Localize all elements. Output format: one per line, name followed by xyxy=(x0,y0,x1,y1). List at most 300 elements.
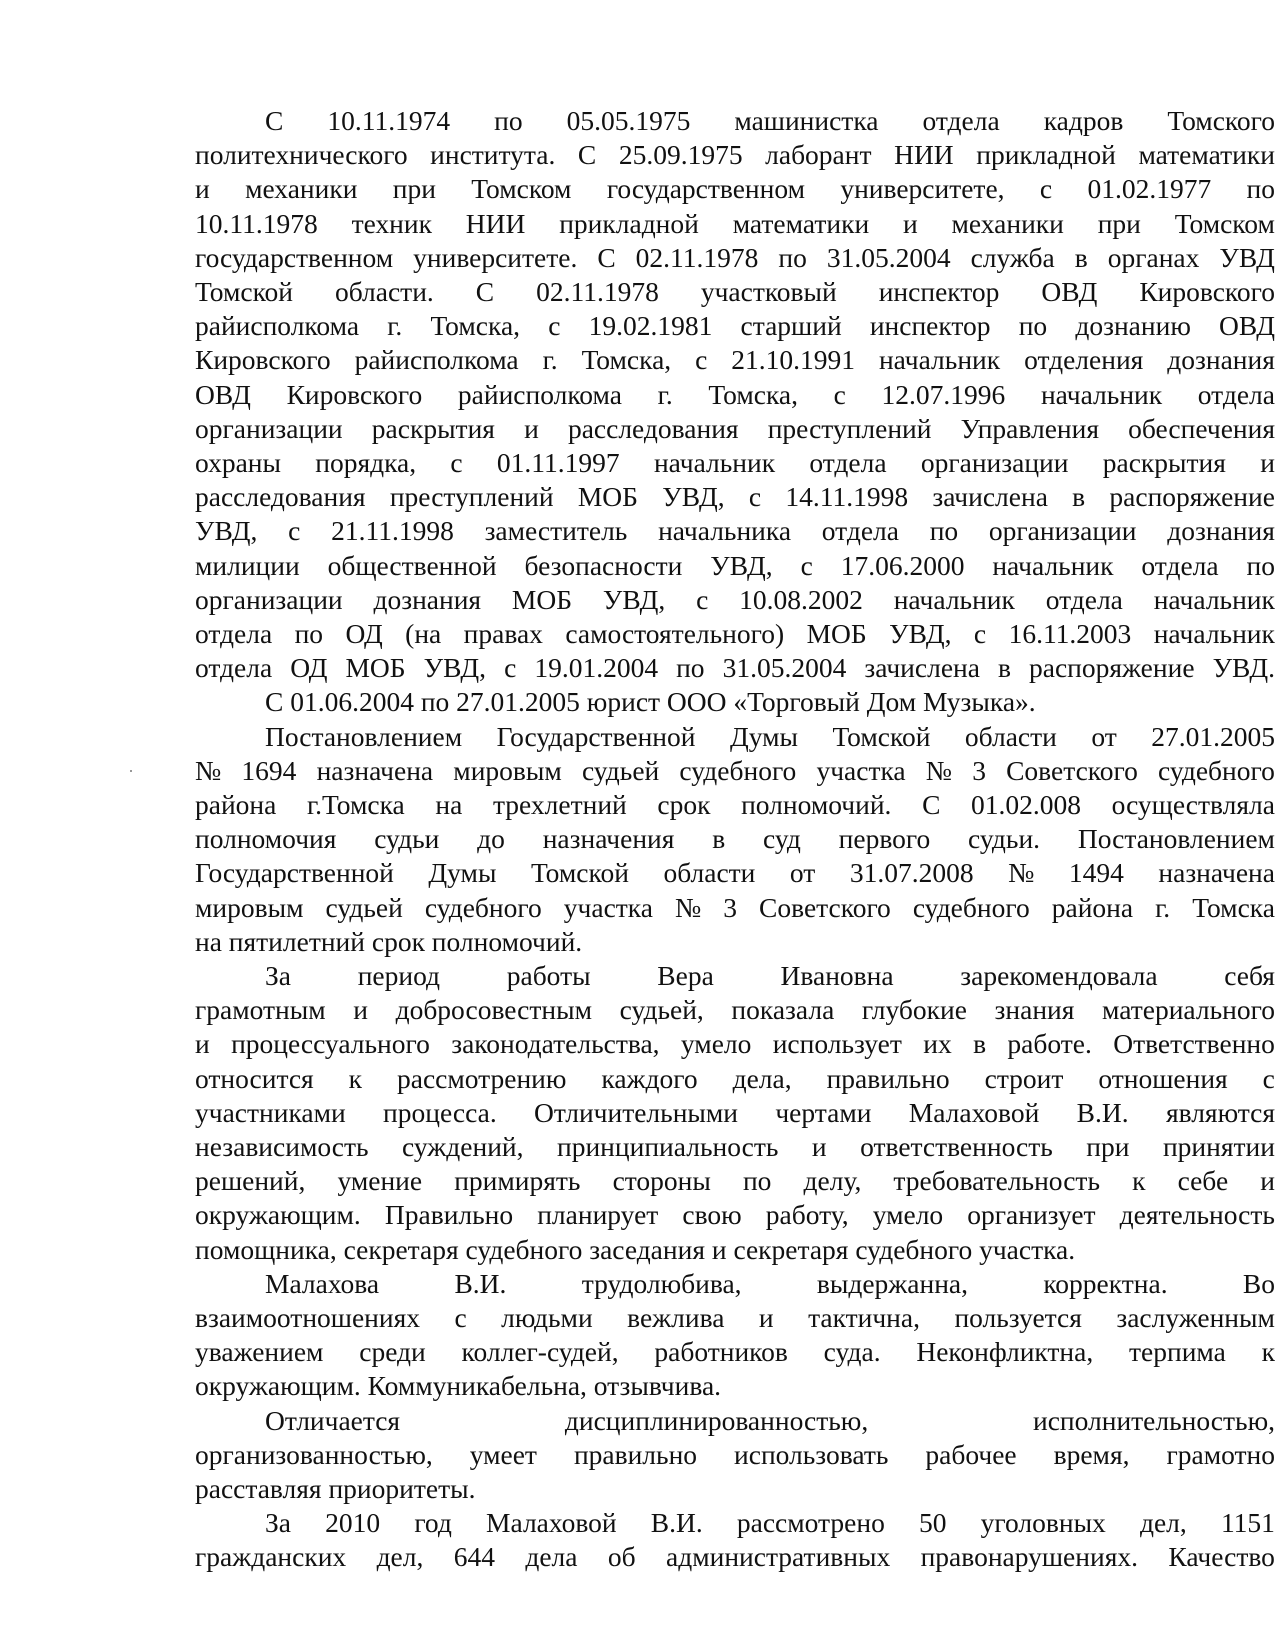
word: Томском xyxy=(1174,207,1275,239)
word: себе xyxy=(1177,1165,1229,1197)
word: к xyxy=(1261,1336,1275,1368)
word: Томской xyxy=(530,857,629,889)
text-line xyxy=(195,207,1275,241)
text-line xyxy=(195,138,1275,172)
word: Малаховой xyxy=(908,1096,1040,1128)
word: административных xyxy=(666,1541,891,1573)
word: работников xyxy=(654,1336,788,1368)
word: 1494 xyxy=(1068,857,1124,889)
word: Кировского xyxy=(1139,276,1275,307)
word: г. xyxy=(542,344,558,376)
word: заместитель xyxy=(484,515,628,547)
word: Советского xyxy=(1006,754,1138,786)
word: умение xyxy=(337,1165,423,1197)
word: организованностью, xyxy=(195,1438,433,1470)
word: милиции xyxy=(195,549,300,581)
word: в xyxy=(712,823,726,855)
word: ОД xyxy=(290,652,328,684)
word: год xyxy=(414,1507,452,1539)
word: полномочий. xyxy=(741,789,892,820)
word: мировым xyxy=(453,754,562,786)
text-line xyxy=(195,822,1275,856)
word: и xyxy=(758,1302,774,1333)
word: г. xyxy=(657,378,673,410)
text-line xyxy=(195,1198,1275,1232)
word: глубокие xyxy=(861,994,967,1026)
word: полномочия xyxy=(195,823,337,855)
word: назначена xyxy=(1158,857,1275,889)
word: по xyxy=(778,241,807,273)
word: людьми xyxy=(501,1302,593,1333)
word: время, xyxy=(1053,1438,1130,1470)
word: участковый xyxy=(700,276,837,307)
word: независимость xyxy=(195,1131,369,1162)
word: УВД, xyxy=(423,652,487,684)
word: грамотным xyxy=(195,994,326,1026)
word: работе. xyxy=(1007,1028,1092,1060)
word: с xyxy=(833,378,846,410)
word: отдела xyxy=(809,447,887,478)
word: трехлетний xyxy=(492,789,627,820)
word: Отличается xyxy=(265,1404,401,1436)
word: каждого xyxy=(601,1062,698,1094)
word: 21.10.1991 xyxy=(731,344,856,376)
word: УВД. xyxy=(1212,652,1275,684)
word: отдела xyxy=(1141,549,1219,581)
word: окружающим. xyxy=(195,1199,361,1231)
word: принципиальность xyxy=(557,1131,779,1162)
word: ответственность xyxy=(860,1131,1053,1162)
word: 02.11.1978 xyxy=(635,241,759,273)
word: За xyxy=(265,1507,291,1539)
word: вежлива xyxy=(627,1302,725,1333)
word: дознанию xyxy=(1075,310,1191,342)
text-line xyxy=(195,788,1275,822)
text-line xyxy=(195,1164,1275,1198)
word: Постановлением xyxy=(1077,823,1275,855)
word: государственном xyxy=(606,173,805,205)
word: по xyxy=(676,652,705,684)
word: ОВД xyxy=(195,378,251,410)
word: до xyxy=(477,823,505,855)
word: на xyxy=(435,789,463,820)
text-line xyxy=(195,651,1275,685)
word: отношения xyxy=(1098,1062,1228,1094)
word: Ответственно xyxy=(1113,1028,1275,1060)
word: судьи xyxy=(374,823,440,855)
word: 10.11.1974 xyxy=(327,105,451,136)
word: при xyxy=(1086,1131,1130,1162)
word: использует xyxy=(772,1028,902,1060)
word: отдела xyxy=(195,652,273,684)
word: с xyxy=(695,344,708,376)
word: с xyxy=(696,583,709,615)
word: с xyxy=(1039,173,1053,205)
word: начальник xyxy=(653,447,776,478)
word: № xyxy=(925,754,953,786)
word: политехнического xyxy=(195,139,408,171)
text-line xyxy=(265,104,1275,138)
word: инспектор xyxy=(869,310,991,342)
word: области xyxy=(663,857,756,889)
word: и xyxy=(524,412,539,444)
word: С xyxy=(597,241,616,273)
text-line xyxy=(195,1301,1275,1335)
scan-speck xyxy=(130,770,132,772)
word: Вера xyxy=(657,960,714,991)
word: организует xyxy=(967,1199,1096,1231)
word: г. xyxy=(1155,891,1171,923)
word: В.И. xyxy=(650,1507,703,1539)
word: назначения xyxy=(542,823,675,855)
word: процессуального xyxy=(231,1028,430,1060)
word: участка xyxy=(563,891,653,923)
word: 644 xyxy=(453,1541,495,1573)
word: от xyxy=(789,857,816,889)
word: 14.11.1998 xyxy=(785,481,909,513)
word: при xyxy=(1097,207,1141,239)
word: начальник xyxy=(893,583,1015,615)
word: № xyxy=(1008,857,1035,889)
text-line xyxy=(265,1506,1275,1540)
text-line xyxy=(195,309,1275,343)
word: коллег-судей, xyxy=(461,1336,619,1368)
word: исполнительностью, xyxy=(1032,1404,1275,1436)
word: осуществляла xyxy=(1111,789,1275,820)
word: В.И. xyxy=(1076,1096,1129,1128)
word: Управления xyxy=(960,412,1099,444)
word: Думы xyxy=(428,857,497,889)
word: раскрытия xyxy=(1102,447,1226,478)
text-line xyxy=(195,172,1275,206)
word: работу, xyxy=(765,1199,849,1231)
word: института. xyxy=(430,139,556,171)
word: использовать xyxy=(734,1438,889,1470)
word: охраны xyxy=(195,447,281,478)
text-line xyxy=(195,754,1275,788)
word: техник xyxy=(351,207,432,239)
word: от xyxy=(1091,720,1117,752)
word: с xyxy=(504,652,517,684)
word: по xyxy=(1246,173,1275,205)
word: гражданских xyxy=(195,1541,347,1573)
word: Постановлением xyxy=(265,720,463,752)
word: отдела xyxy=(195,618,273,649)
word: отдела xyxy=(1197,378,1275,410)
word: назначена xyxy=(316,754,434,786)
word: Кировского xyxy=(195,344,331,376)
word: г.Томска xyxy=(306,789,405,820)
text-line: С 01.06.2004 по 27.01.2005 юрист ООО «Торговый Дом Музыка». xyxy=(265,686,1036,718)
word: организации xyxy=(988,515,1137,547)
word: Правильно xyxy=(384,1199,514,1231)
word: судьей xyxy=(325,891,403,923)
text-line xyxy=(195,275,1275,309)
word: правонарушениях. xyxy=(920,1541,1138,1573)
text-line xyxy=(265,1267,1275,1301)
word: математики xyxy=(732,207,870,239)
word: Томска xyxy=(1192,891,1275,923)
word: 27.01.2005 xyxy=(1151,720,1275,752)
word: МОБ xyxy=(806,618,867,649)
word: Малахова xyxy=(265,1267,380,1299)
word: 1151 xyxy=(1220,1507,1275,1539)
word: первого xyxy=(838,823,931,855)
word: требовательность xyxy=(893,1165,1100,1197)
word: С xyxy=(922,789,941,820)
word: организации xyxy=(195,583,343,615)
word: стороны xyxy=(612,1165,711,1197)
word: правах xyxy=(463,618,543,649)
word: в xyxy=(1072,481,1086,513)
word: 01.02.008 xyxy=(971,789,1082,820)
word: умело xyxy=(872,1199,944,1231)
word: Государственной xyxy=(496,720,696,752)
text-line xyxy=(265,1404,1275,1438)
word: УВД, xyxy=(602,583,666,615)
word: ОД xyxy=(345,618,383,649)
word: в xyxy=(973,1028,987,1060)
word: и xyxy=(195,173,210,205)
word: судьей xyxy=(581,754,660,786)
word: района xyxy=(195,789,277,820)
word: по xyxy=(929,515,959,547)
word: отдела xyxy=(821,515,899,547)
word: зачислена xyxy=(864,652,980,684)
word: райисполкома xyxy=(457,378,622,410)
word: начальник xyxy=(1153,583,1275,615)
text-line xyxy=(195,1027,1275,1061)
word: трудолюбива, xyxy=(581,1267,742,1299)
word: НИИ xyxy=(465,207,526,239)
word: С xyxy=(475,276,495,307)
word: Малаховой xyxy=(486,1507,617,1539)
word: об xyxy=(607,1541,636,1573)
word: Томской xyxy=(832,720,931,752)
word: и xyxy=(195,1028,210,1060)
word: 19.02.1981 xyxy=(588,310,713,342)
word: терпима xyxy=(1129,1336,1226,1368)
word: выдержанна, xyxy=(816,1267,969,1299)
text-line xyxy=(195,1096,1275,1130)
word: участка xyxy=(816,754,906,786)
word: показала xyxy=(731,994,835,1026)
word: зарекомендовала xyxy=(960,960,1158,991)
word: с xyxy=(800,549,813,581)
word: дисциплинированностью, xyxy=(564,1404,869,1436)
word: прикладной xyxy=(976,139,1116,171)
word: дознания xyxy=(1167,344,1275,376)
word: № xyxy=(195,754,222,786)
word: С xyxy=(265,105,284,136)
word: с xyxy=(548,310,561,342)
word: УВД, xyxy=(195,515,258,547)
word: материального xyxy=(1102,994,1275,1026)
text-line xyxy=(195,617,1275,651)
word: себя xyxy=(1224,960,1275,991)
word: Думы xyxy=(729,720,798,752)
word: 2010 xyxy=(325,1507,381,1539)
word: умеет xyxy=(469,1438,537,1470)
word: деятельность xyxy=(1119,1199,1275,1231)
word: С xyxy=(577,139,597,171)
word: государственном xyxy=(195,241,394,273)
word: 31.05.2004 xyxy=(722,652,847,684)
word: добросовестным xyxy=(395,994,592,1026)
word: участниками xyxy=(195,1096,346,1128)
word: 25.09.1975 xyxy=(618,139,743,171)
word: принятии xyxy=(1162,1131,1275,1162)
word: относится xyxy=(195,1062,314,1094)
text-line xyxy=(195,1540,1275,1574)
word: взаимоотношениях xyxy=(195,1302,421,1333)
word: МОБ xyxy=(577,481,638,513)
word: 10.11.1978 xyxy=(195,207,318,239)
word: ОВД xyxy=(1041,276,1098,307)
word: по xyxy=(294,618,324,649)
word: суждений, xyxy=(402,1131,524,1162)
word: по xyxy=(1018,310,1048,342)
word: органах xyxy=(1107,241,1200,273)
word: их xyxy=(923,1028,952,1060)
word: Качество xyxy=(1168,1541,1275,1573)
word: Томской xyxy=(195,276,293,307)
word: машинистка xyxy=(734,105,879,136)
text-line xyxy=(195,1438,1275,1472)
word: мировым xyxy=(195,891,304,923)
word: отдела xyxy=(922,105,1000,136)
word: дел, xyxy=(1139,1507,1187,1539)
word: зачислена xyxy=(932,481,1048,513)
word: механики xyxy=(245,173,358,205)
text-line xyxy=(195,480,1275,514)
word: по xyxy=(1246,549,1275,581)
word: УВД, xyxy=(710,549,773,581)
word: Томского xyxy=(1167,105,1275,136)
word: к xyxy=(348,1062,363,1094)
word: начальник xyxy=(1040,378,1163,410)
word: дознания xyxy=(1167,515,1275,547)
word: МОБ xyxy=(345,652,406,684)
word: решений, xyxy=(195,1165,306,1197)
word: по xyxy=(742,1165,772,1197)
word: начальник xyxy=(878,344,1001,376)
word: распоряжение xyxy=(1109,481,1275,513)
word: дел, xyxy=(376,1541,424,1573)
word: планирует xyxy=(537,1199,659,1231)
word: района xyxy=(1051,891,1134,923)
word: математики xyxy=(1138,139,1275,171)
word: правильно xyxy=(826,1062,950,1094)
word: НИИ xyxy=(894,139,954,171)
word: г. xyxy=(387,310,403,342)
word: умело xyxy=(680,1028,752,1060)
word: расследования xyxy=(567,412,739,444)
word: 19.01.2004 xyxy=(534,652,659,684)
word: отдела xyxy=(1045,583,1123,615)
word: пользуется xyxy=(954,1302,1082,1333)
word: области xyxy=(964,720,1057,752)
word: к xyxy=(1132,1165,1146,1197)
word: рассмотрено xyxy=(736,1507,885,1539)
word: прикладной xyxy=(559,207,699,239)
word: примирять xyxy=(454,1165,581,1197)
word: МОБ xyxy=(511,583,573,615)
word: самостоятельного) xyxy=(565,618,785,649)
word: Неконфликтна, xyxy=(916,1336,1094,1368)
word: свою xyxy=(682,1199,742,1231)
word: организации xyxy=(195,412,343,444)
word: Томском xyxy=(471,173,572,205)
word: дела, xyxy=(732,1062,792,1094)
word: расследования xyxy=(195,481,366,513)
text-line xyxy=(195,891,1275,925)
word: судьей, xyxy=(619,994,704,1026)
word: с xyxy=(748,481,762,513)
word: начальник xyxy=(1153,618,1275,649)
word: срок xyxy=(657,789,711,820)
word: преступлений xyxy=(389,481,554,513)
word: райисполкома xyxy=(354,344,519,376)
word: правильно xyxy=(573,1438,698,1470)
word: инспектор xyxy=(878,276,1000,307)
text-line xyxy=(195,378,1275,412)
word: судебного xyxy=(912,891,1030,923)
text-line xyxy=(195,446,1275,480)
word: в xyxy=(1074,241,1088,273)
word: и xyxy=(902,207,918,239)
word: 05.05.1975 xyxy=(566,105,691,136)
word: Во xyxy=(1242,1267,1275,1299)
word: Томска, xyxy=(581,344,672,376)
word: механики xyxy=(951,207,1064,239)
word: 3 xyxy=(723,891,738,923)
word: являются xyxy=(1165,1096,1275,1128)
word: отделения xyxy=(1024,344,1144,376)
word: судебного xyxy=(1158,754,1275,786)
word: преступлений xyxy=(767,412,932,444)
word: 3 xyxy=(972,754,986,786)
word: и xyxy=(811,1131,827,1162)
word: 50 xyxy=(919,1507,947,1539)
text-line xyxy=(195,993,1275,1027)
word: период xyxy=(357,960,441,991)
word: ОВД xyxy=(1219,310,1275,342)
text-line xyxy=(195,514,1275,548)
text-line xyxy=(265,720,1275,754)
word: 02.11.1978 xyxy=(536,276,659,307)
word: общественной xyxy=(327,549,497,581)
word: уважением xyxy=(195,1336,324,1368)
word: с xyxy=(973,618,987,649)
word: УВД xyxy=(1219,241,1275,273)
word: Томска, xyxy=(430,310,521,342)
word: Советского xyxy=(759,891,891,923)
word: УВД, xyxy=(889,618,952,649)
text-line: окружающим. Коммуникабельна, отзывчива. xyxy=(195,1370,722,1402)
text-line xyxy=(195,549,1275,583)
word: обеспечения xyxy=(1128,412,1275,444)
word: дознания xyxy=(373,583,482,615)
word: в xyxy=(997,652,1011,684)
word: (на xyxy=(405,618,442,649)
word: и xyxy=(1260,1165,1275,1197)
word: тактична, xyxy=(808,1302,920,1333)
word: дела xyxy=(525,1541,578,1573)
text-line xyxy=(265,959,1275,993)
text-line xyxy=(195,1062,1275,1096)
word: суда. xyxy=(823,1336,881,1368)
